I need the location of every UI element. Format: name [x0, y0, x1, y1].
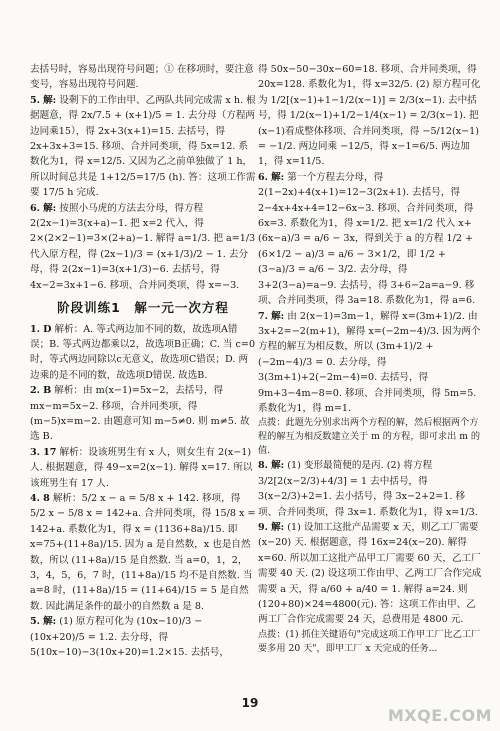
solution-label: 解: — [271, 460, 285, 472]
problem-number: 2. — [30, 385, 41, 397]
problem-body: 第一个方程去分母，得 2(1−2x)+4(x+1)=12−3(2x+1). 去括号，得 2−4x+4x+4=12−6x−3. 移项、合并同类项，得 6x=3. 系数化为1，得 x=1/2. 把 x=1/2 代入 x+(6x−a)/3 = a/6 − 3x，得到关于 a 的方程 1/2 + (6×1/2 − a)/3 = a/6 − 3×1/2，即 1/2 + (3−a)/3 = a/6 − 3/2. 去分母，得 3+2(3−a)=a−9. 去括号，得 3+6−2a=a−9. 移项、合并同类项，得 3a=18. 系数化为1，得 a=6. — [258, 171, 476, 307]
problem-number: 6. — [258, 171, 269, 183]
problem-number: 1. — [30, 323, 41, 335]
problem-number: 9. — [258, 521, 269, 533]
problem-number: 6. — [30, 202, 41, 214]
problem-number: 3. — [30, 446, 41, 458]
problem-6 — [30, 201, 256, 293]
problem-body: (1) 设加工这批产品需要 x 天，则乙工厂需要 (x−20) 天. 根据题意，得 16x=24(x−20). 解得 x=60. 所以加工这批产品甲工厂需要 60 天，乙工厂需要 40 天. (2) 设这项工作由甲、乙两工厂合作完成需要 a 天，得 a/60 + a/40 = 1. 解得 a=24. 则 (120+80)×24=4800(元). 答：这项工作由甲、乙两工厂合作完成需要 24 天，总费用是 4800 元. — [258, 521, 482, 626]
exercise-2 — [30, 383, 256, 445]
problem-number: 8. — [258, 460, 269, 472]
section-title: 阶段训练1 解一元一次方程 — [57, 300, 229, 316]
problem-body: 由 2(x−1)=3m−1，解得 x=(3m+1)/2. 由 3x+2=−2(m+1)，解得 x=(−2m−4)/3. 因为两个方程的解互为相反数，所以 (3m+1)/2 + (−2m−4)/3 = 0. 去分母，得 3(3m+1)+2(−2m−4)=0. 去括号，得 9m+3−4m−8=0. 移项、合并同类项，得 5m=5. 系数化为1，得 m=1. — [258, 310, 481, 414]
problem-body: 按照小马虎的方法去分母，得方程 2(2x−1)=3(x+a)−1. 把 x=2 代入，得 2×(2×2−1)=3×(2+a)−1. 解得 a=1/3. 把 a=1/3 代入原方程，得 (2x−1)/3 = (x+1/3)/2 − 1. 去分母，得 2(2x−1)=3(x+1/3)−6. 去括号，得 4x−2=3x+1−6. 移项、合并同类项，得 x=−3. — [30, 202, 256, 291]
exercise-1 — [30, 322, 256, 384]
answer-value: 17 — [43, 446, 57, 458]
hint-note: 点拨：此题先分别求出两个方程的解，然后根据两个方程的解互为相反数建立关于 m 的方程，即可求出 m 的值. — [258, 417, 481, 457]
problem-body: 解析：由 m(x−1)=5x−2，去括号，得 mx−m=5x−2. 移项，合并同类项，得 (m−5)x=m−2. 由题意可知 m−5≠0. 则 m≠5. 故选 B. — [30, 385, 250, 443]
solution-label: 解: — [43, 616, 57, 628]
answer-value: D — [43, 323, 52, 335]
answer-value: 8 — [43, 492, 50, 504]
problem-body: 解析：A. 等式两边加不同的数，故选项A错误；B. 等式两边都乘以2，故选项B正确；C. 当 c=0 时，等式两边同除以c无意义，故选项C错误；D. 两边乘的是不同的数，故选项D错误. 故选B. — [30, 323, 256, 381]
exercise-8 — [258, 458, 484, 520]
exercise-5 — [30, 614, 256, 660]
right-column — [258, 62, 484, 656]
exercise-3 — [30, 445, 256, 491]
exercise-9 — [258, 520, 484, 628]
continued-solution: 得 50x−50−30x−60=18. 移项、合并同类项，得 20x=128. 系数化为1，得 x=32/5. (2) 原方程可化为 1/2[(x−1)+1−1/2(x−1)] = 2/3(x−1). 去中括号，得 1/2(x−1)+1/2−1/4(x−1) = 2/3(x−1). 把(x−1)看成整体移项、合并同类项，得 −5/12(x−1) = −1/2. 两边同乘 −12/5，得 x−1=6/5. 两边加1，得 x=11/5. — [258, 64, 481, 168]
problem-body: (1) 变形最简便的是丙. (2) 将方程 3/2[2(x−2/3)+4/3] = 1 去中括号，得 3(x−2/3)+2=1. 去小括号，得 3x−2+2=1. 移项、合并同类项，得 3x=1. 系数化为1，得 x=1/3. — [258, 460, 478, 518]
solution-label: 解: — [271, 521, 285, 533]
problem-body: 设剩下的工作由甲、乙两队共同完成需 x h. 根据题意，得 2x/7.5 + (x+1)/5 = 1. 去分母（方程两边同乘15），得 2x+3(x+1)=15. 去括号，得 2x+3x+3=15. 移项、合并同类项，得 5x=12. 系数化为1，得 x=12/5. 又因为乙之前单独做了 1 h，所以时间总共是 1+12/5=17/5 (h). 答：这项工作需要 17/5 h 完成. — [30, 94, 256, 199]
exercise-6 — [258, 170, 484, 309]
hint-note: 点拨：(1) 抓住关键语句"完成这项工作甲工厂比乙工厂要多用 20 天"，即甲工厂 x 天完成的任务... — [258, 628, 481, 654]
watermark: MXQE.COM — [387, 706, 492, 725]
solution-label: 解: — [43, 94, 57, 106]
solution-label: 解: — [43, 202, 57, 214]
problem-number: 5. — [30, 94, 41, 106]
solution-label: 解: — [271, 171, 285, 183]
continued-text: 去括号时，容易出现符号问题；① 在移项时，要注意变号，容易出现符号问题. — [30, 64, 254, 91]
problem-number: 4. — [30, 492, 41, 504]
solution-label: 解: — [271, 310, 285, 322]
problem-number: 5. — [30, 616, 41, 628]
exercise-7 — [258, 309, 484, 417]
problem-5 — [30, 93, 256, 201]
exercise-4 — [30, 491, 256, 614]
page-number: 19 — [241, 696, 259, 710]
problem-body: 解析：设该班男生有 x 人，则女生有 2(x−1) 人. 根据题意，得 49−x=2(x−1). 解得 x=17. 所以该班男生有 17 人. — [30, 446, 253, 489]
problem-body: (1) 原方程可化为 (10x−10)/3 − (10x+20)/5 = 1.2. 去分母，得 5(10x−10)−3(10x+20)=1.2×15. 去括号， — [30, 616, 229, 659]
answer-value: B — [43, 385, 52, 397]
problem-body: 解析：5/2 x − a = 5/8 x + 142. 移项，得 5/2 x − 5/8 x = 142+a. 合并同类项，得 15/8 x = 142+a. 系数化为1，得 x = (1136+8a)/15. 即 x=75+(11+8a)/15. 因为 a 是自然数，x 也是自然数，所以 (11+8a)/15 是自然数. 当 a=0，1，2，3，4，5，6，7 时，(11+8a)/15 均不是自然数. 当 a=8 时，(11+8a)/15 = (11+64)/15 = 5 是自然数. 因此满足条件的最小的自然数 a 是 8. — [30, 492, 256, 612]
left-column — [30, 62, 256, 660]
problem-number: 7. — [258, 310, 269, 322]
